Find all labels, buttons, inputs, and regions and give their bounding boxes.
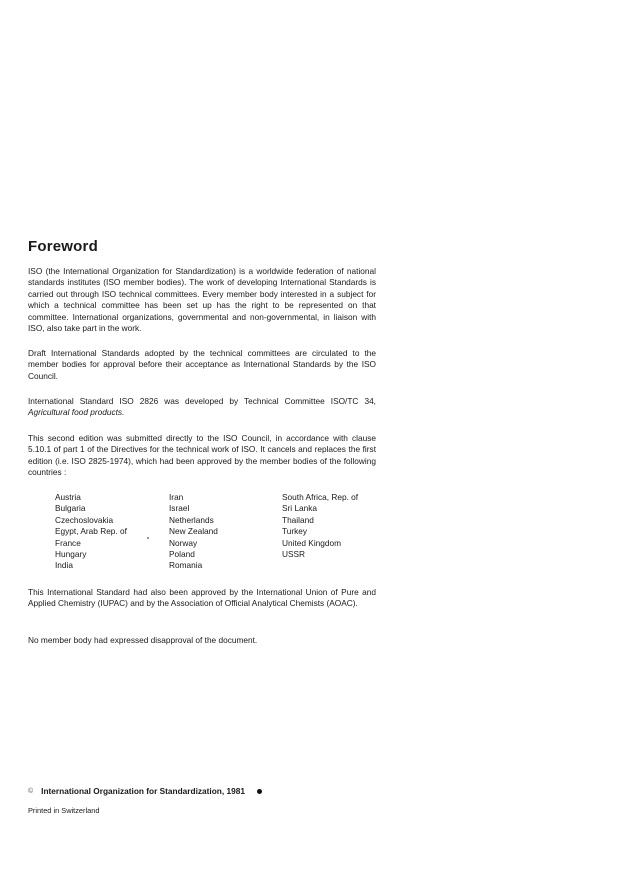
- country-item: Egypt, Arab Rep. of: [55, 526, 127, 537]
- country-item: Austria: [55, 492, 81, 502]
- paragraph-developed-by-text: International Standard ISO 2826 was developed by Technical Committee ISO/TC 34,: [28, 396, 376, 406]
- copyright-organization: International Organization for Standardization, 1981: [41, 786, 245, 796]
- countries-list: [55, 492, 385, 572]
- country-item: Romania: [169, 560, 203, 571]
- country-item: United Kingdom: [282, 537, 342, 548]
- countries-column-1: [55, 492, 169, 572]
- country-item: South Africa, Rep. of: [282, 492, 359, 502]
- countries-column-2: [169, 492, 282, 572]
- copyright-symbol: ©: [28, 787, 34, 795]
- paragraph-iso-intro: ISO (the International Organization for Standardization) is a worldwide federation of national standards institutes (ISO member bodies). The work of developing International Standards is carried out through ISO technical committees. Every member body interested in a subject for which a technical committee has been set up has the right to be represented on that committee. International organizations, governmental and non-governmental, in liaison with ISO, also take part in the work.: [28, 266, 376, 334]
- paragraph-iupac-aoac: This International Standard had also been approved by the International Union of Pure and Applied Chemistry (IUPAC) and by the Association of Official Analytical Chemists (AOAC).: [28, 587, 376, 609]
- paragraph-draft-standards: Draft International Standards adopted by the technical committees are circulated to the member bodies for approval before their acceptance as International Standards by the ISO Council.: [28, 348, 376, 381]
- country-item: Thailand: [282, 514, 314, 525]
- paragraph-second-edition: This second edition was submitted directly to the ISO Council, in accordance with clause 5.10.1 of part 1 of the Directives for the technical work of ISO. It cancels and replaces the first edition (i.e. ISO 2825-1974), which had been approved by the member bodies of the following countries :: [28, 433, 376, 478]
- paragraph-developed-by: [28, 396, 376, 419]
- bullet-icon: [257, 789, 262, 794]
- country-item: New Zealand: [169, 526, 218, 537]
- country-item: Netherlands: [169, 514, 214, 525]
- country-item: France: [55, 537, 81, 548]
- paragraph-no-disapproval: No member body had expressed disapproval of the document.: [28, 635, 258, 645]
- country-item: India: [55, 560, 73, 571]
- scan-speck: [147, 537, 149, 539]
- countries-column-3: [282, 492, 385, 572]
- country-item: Norway: [169, 537, 198, 548]
- country-item: Sri Lanka: [282, 503, 318, 514]
- country-item: Turkey: [282, 526, 308, 537]
- country-item: Poland: [169, 549, 195, 560]
- printed-in: Printed in Switzerland: [28, 806, 100, 815]
- country-item: Iran: [169, 492, 184, 502]
- country-item: Bulgaria: [55, 503, 86, 514]
- committee-name: Agricultural food products.: [28, 407, 125, 418]
- page-title: Foreword: [28, 238, 98, 255]
- copyright-line: [28, 786, 262, 796]
- country-item: Hungary: [55, 549, 87, 560]
- country-item: Israel: [169, 503, 190, 514]
- country-item: Czechoslovakia: [55, 514, 114, 525]
- country-item: USSR: [282, 549, 306, 560]
